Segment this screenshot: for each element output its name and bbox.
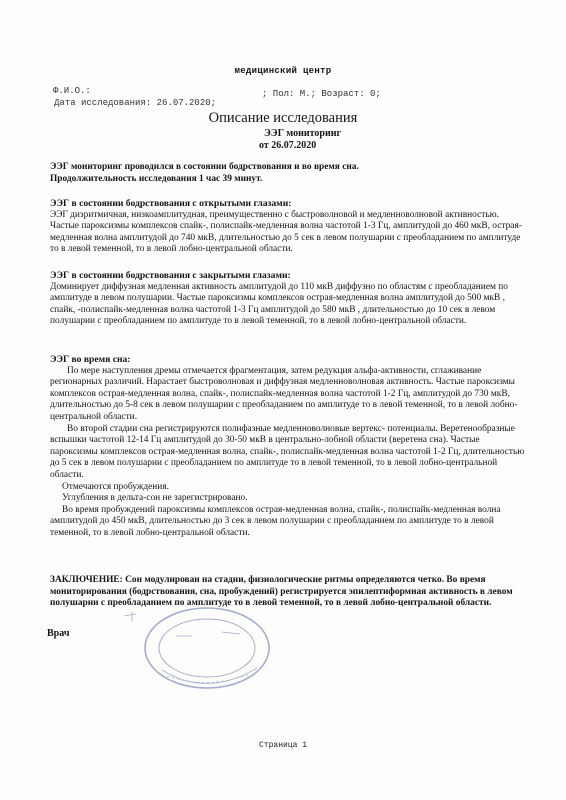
sleep-paragraph-4: амплитудой до 450 мкВ, длительностью до 3 сек в левом полушарии с преобладанием по амплитуде то в левой теменной, то в левой лобно-центральной области. xyxy=(50,516,494,538)
section-heading: ЭЭГ в состоянии бодрствования с открытыми глазами: xyxy=(50,198,292,209)
conclusion-text: Сон модулирован на стадии, физиологические ритмы определяются четко. Во время мониторирования (бодрствования, сна, пробуждений) регистрируется эпилептиформная активность в левом полушарии с преобладанием по амплитуде то в левой теменной, то в левой лобно-центральной области. xyxy=(50,575,513,609)
page-number: Страница 1 xyxy=(258,741,307,750)
stamp-image xyxy=(92,598,272,698)
conclusion-label: ЗАКЛЮЧЕНИЕ: xyxy=(50,575,123,585)
patient-name-label: Ф.И.О.: xyxy=(53,86,91,96)
patient-sex-age: ; Пол: М.; Возраст: 0; xyxy=(262,89,381,99)
section-heading: ЭЭГ в состоянии бодрствования с закрытыми глазами: xyxy=(50,270,291,281)
sleep-paragraph-1: По мере наступления дремы отмечается фрагментация, затем редукция альфа-активности, сглаживание регионарных различий. Нарастает быстроволновая и диффузная медленноволновая активность. Частые пароксизмы комплексов острая-медленная волна, спайк-, полиспайк-медленная волна частотой 1-2 Гц, амплитудой до 730 мкВ, длительностью до 5-8 сек в левом полушарии с преобладанием по амплитуде то в левой теменной, то в левой лобно-центральной области. xyxy=(50,365,518,422)
intro-line-2: Продолжительность исследования 1 час 39 минут. xyxy=(50,173,263,184)
exam-date: Дата исследования: 26.07.2020; xyxy=(54,98,217,108)
section-open-eyes xyxy=(50,198,525,256)
center-name: медицинский центр xyxy=(234,66,332,76)
intro-line-1: ЭЭГ мониторинг проводился в состоянии бодрствования и во время сна. xyxy=(50,162,359,172)
section-text: ЭЭГ дизритмичная, низкоамплитудная, преимущественно с быстроволновой и медленноволновой активностью. Частые пароксизмы комплексов спайк-, полиспайк-медленная волна частотой 1-3 Гц, амплитудой до 460 мкВ, острая-медленная волна амплитудой до 740 мкВ, длительностью до 5 сек в левом полушарии с преобладанием по амплитуде то в левой теменной, то в левой лобно-центральной области. xyxy=(50,209,522,255)
section-sleep xyxy=(50,354,525,540)
intro-block xyxy=(50,162,525,185)
sleep-awakenings: Отмечаются пробуждения. xyxy=(62,481,169,492)
section-closed-eyes xyxy=(50,270,525,328)
sleep-delta: Углубления в дельта-сон не зарегистрировано. xyxy=(62,493,248,504)
doctor-signature-label: Врач xyxy=(47,628,70,639)
section-text: Доминирует диффузная медленная активность амплитудой до 110 мкВ диффузно по областям с преобладанием по амплитуде в левом полушарии. Частые пароксизмы комплексов острая-медленная волна амплитудой до 500 мкВ , спайк, -полиспайк-медленная волна частотой 1-3 Гц амплитудой до 580 мкВ , длительностью до 10 сек в левом полушарии с преобладанием по амплитуде то в левой теменной, то в левой лобно-центральной области. xyxy=(50,281,508,327)
section-heading: ЭЭГ во время сна: xyxy=(50,354,131,365)
sleep-paragraph-2: Во второй стадии сна регистрируются полифазные медленноволновые вертекс- потенциалы. Веретенообразные вспышки частотой 12-14 Гц амплитудой до 30-50 мкВ в центрально-лобной области (веретена сна). Частые пароксизмы комплексов острая-медленная волна, спайк-, полиспайк-медленная волна частотой 1-2 Гц, длительностью до 5 сек в левом полушарии с преобладанием по амплитуде то в левой теменной, то в левой лобно-центральной области. xyxy=(50,423,525,480)
sleep-paragraph-3: Во время пробуждений пароксизмы комплексов острая-медленная волна, спайк-, полиспайк-медленная волна xyxy=(62,504,501,515)
document-subtitle: ЭЭГ мониторинг xyxy=(264,128,342,139)
document-date: от 26.07.2020 xyxy=(259,140,317,151)
document-title: Описание исследования xyxy=(208,110,358,126)
